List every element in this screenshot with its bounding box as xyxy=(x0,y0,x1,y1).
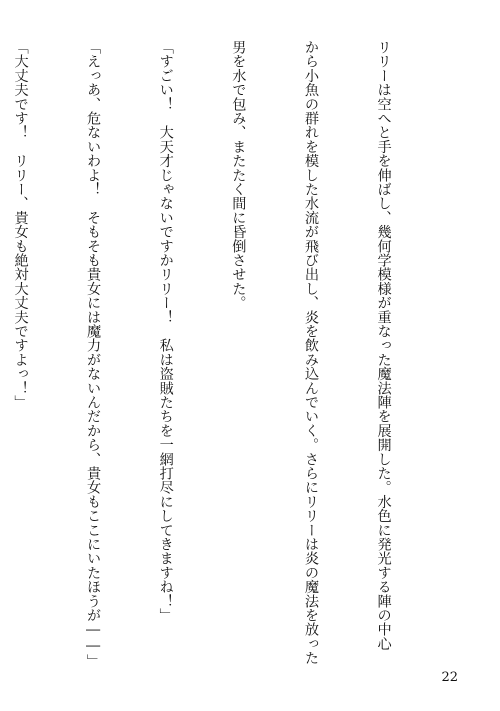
text-line: 男を水で包み、またたく間に昏倒させた。 xyxy=(230,40,247,310)
text-line: リリーは空へと手を伸ばし、幾何学模様が重なった魔法陣を展開した。水色に発光する陣の中心 xyxy=(375,40,392,651)
dialogue-line: 「えっあ、危ないわよ！ そもそも貴女には魔力がないんだから、貴女もここにいたほうが――」 xyxy=(85,40,102,669)
dialogue-line: 「大丈夫です！ リリー、貴女も絶対大丈夫ですよっ！」 xyxy=(12,40,29,410)
page-number: 22 xyxy=(441,670,458,685)
dialogue-line: 「すごい！ 大天才じゃないですかリリー！ 私は盗賊たちを一網打尽にしてきますね！」 xyxy=(157,40,174,623)
vertical-text-body xyxy=(0,40,444,669)
text-line: から小魚の群れを模した水流が飛び出し、炎を飲み込んでいく。さらにリリーは炎の魔法を放った xyxy=(302,40,319,665)
